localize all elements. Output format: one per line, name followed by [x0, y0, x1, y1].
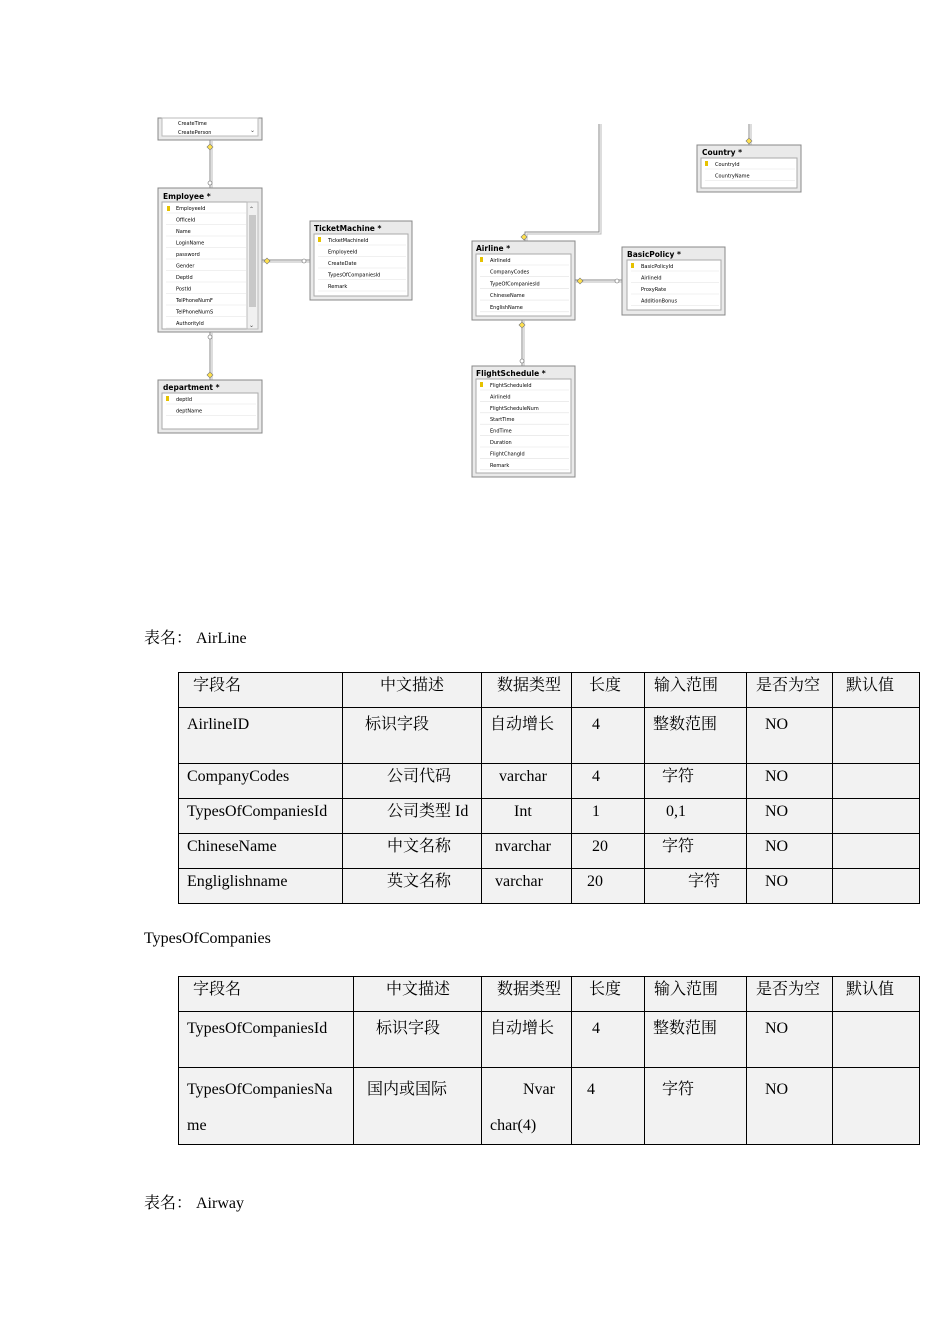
many-connector-icon [208, 181, 212, 185]
table-cell: 标识字段 [354, 1012, 482, 1068]
key-icon [705, 161, 708, 166]
table-cell: 字符 [645, 869, 747, 904]
key-icon [631, 263, 634, 268]
table-cell [482, 1068, 572, 1145]
cell-line: me [187, 1117, 207, 1134]
table-cell [833, 764, 920, 799]
table-cell [833, 1068, 920, 1145]
erd-field: StartTime [490, 417, 515, 424]
table-row [179, 764, 920, 799]
table-row [179, 1068, 920, 1145]
erd-field: CountryName [715, 173, 750, 180]
header-cell: 中文描述 [354, 977, 482, 1012]
entity-title: department * [163, 383, 220, 392]
table-cell [833, 799, 920, 834]
table-cell: 字符 [645, 764, 747, 799]
table-cell: NO [747, 869, 833, 904]
table-cell: 字符 [645, 834, 747, 869]
header-cell: 默认值 [833, 977, 920, 1012]
table-cell: 20 [572, 869, 645, 904]
erd-field: CountryId [715, 162, 740, 168]
table-cell: 4 [572, 764, 645, 799]
header-cell: 长度 [572, 673, 645, 708]
table-cell: 中文名称 [343, 834, 482, 869]
table-cell: 自动增长 [482, 1012, 572, 1068]
table-cell: NO [747, 834, 833, 869]
table-cell: 0,1 [645, 799, 747, 834]
er-diagram [0, 0, 950, 500]
table-row [179, 799, 920, 834]
erd-field: TypeOfCompaniesId [490, 281, 540, 288]
table-cell: 20 [572, 834, 645, 869]
key-connector-icon [521, 234, 527, 240]
table-row [179, 708, 920, 764]
entity-title: TicketMachine * [314, 224, 382, 233]
erd-field: EndTime [490, 428, 512, 435]
erd-field: Remark [328, 284, 348, 290]
key-icon [166, 396, 169, 401]
entity-airline [472, 241, 575, 320]
caption-types-of-companies: TypesOfCompanies [144, 930, 271, 947]
table-cell: varchar [482, 869, 572, 904]
erd-field: TicketMachineId [328, 238, 369, 244]
header-cell: 输入范围 [645, 977, 747, 1012]
table-header-row [179, 977, 920, 1012]
table-cell [179, 1068, 354, 1145]
header-cell: 是否为空 [747, 977, 833, 1012]
erd-field: Name [176, 229, 191, 235]
entity-title: FlightSchedule * [476, 369, 546, 378]
key-icon [167, 206, 170, 211]
header-cell: 字段名 [179, 673, 343, 708]
erd-field: TypesOfCompaniesId [328, 272, 381, 279]
header-cell: 数据类型 [482, 673, 572, 708]
chevron-down-icon[interactable]: ⌄ [249, 323, 255, 329]
table-row [179, 834, 920, 869]
table-cell: TypesOfCompaniesId [179, 1012, 354, 1068]
erd-field: FlightScheduleNum [490, 405, 539, 412]
caption-airline: 表名： AirLine [144, 630, 247, 647]
table-cell: 1 [572, 799, 645, 834]
erd-field: Gender [176, 263, 195, 270]
erd-field: AirlineId [490, 394, 511, 401]
entity-top-partial [158, 118, 262, 140]
erd-field: AuthorityId [176, 321, 204, 327]
entity-title: Employee * [163, 192, 211, 201]
erd-field: deptId [176, 397, 193, 403]
erd-field: TelPhoneNumF [176, 298, 213, 304]
table-cell: AirlineID [179, 708, 343, 764]
erd-field: EmployeeId [176, 206, 206, 212]
caption-airway: 表名： Airway [144, 1195, 244, 1212]
erd-field: CreateDate [328, 261, 357, 267]
header-cell: 是否为空 [747, 673, 833, 708]
table-cell: NO [747, 799, 833, 834]
types-of-companies-table [178, 976, 920, 1145]
table-cell: CompanyCodes [179, 764, 343, 799]
table-cell: TypesOfCompaniesId [179, 799, 343, 834]
table-cell: 英文名称 [343, 869, 482, 904]
erd-field: ProxyRate [641, 287, 667, 293]
table-cell: 自动增长 [482, 708, 572, 764]
table-cell: 字符 [645, 1068, 747, 1145]
cell-line: Nvar [523, 1081, 555, 1098]
header-cell: 输入范围 [645, 673, 747, 708]
table-row [179, 1012, 920, 1068]
erd-field: CreatePerson [178, 130, 212, 136]
entity-title: Airline * [476, 244, 511, 253]
erd-field: EmployeeId [328, 249, 358, 256]
key-connector-icon [264, 258, 270, 264]
table-cell: 4 [572, 708, 645, 764]
erd-field: TelPhoneNumS [176, 309, 214, 316]
table-cell: 标识字段 [343, 708, 482, 764]
erd-field: CompanyCodes [490, 269, 530, 276]
table-cell: nvarchar [482, 834, 572, 869]
table-cell: 国内或国际 [354, 1068, 482, 1145]
cell-line: TypesOfCompaniesNa [187, 1081, 333, 1098]
erd-field: PostId [176, 286, 192, 293]
header-cell: 数据类型 [482, 977, 572, 1012]
entity-title: BasicPolicy * [627, 250, 681, 259]
table-cell: NO [747, 1068, 833, 1145]
scrollbar-thumb[interactable] [249, 215, 256, 307]
chevron-up-icon[interactable]: ⌃ [249, 207, 255, 213]
table-cell [833, 1012, 920, 1068]
table-cell: ChineseName [179, 834, 343, 869]
header-cell: 长度 [572, 977, 645, 1012]
key-icon [480, 257, 483, 262]
erd-field: BasicPolicyId [641, 264, 674, 270]
table-cell [833, 869, 920, 904]
table-cell: 公司类型 Id [343, 799, 482, 834]
entity-ticketmachine [310, 221, 412, 300]
table-cell: Int [482, 799, 572, 834]
key-icon [480, 382, 483, 387]
table-cell: 4 [572, 1012, 645, 1068]
table-cell [833, 834, 920, 869]
table-header-row [179, 673, 920, 708]
erd-field: LoginName [176, 240, 205, 247]
erd-field: FlightScheduleId [490, 383, 532, 389]
erd-field: password [176, 252, 200, 258]
many-connector-icon [520, 359, 524, 363]
chevron-down-icon: ⌄ [250, 128, 256, 134]
erd-field: OfficeId [176, 217, 196, 224]
table-cell: 4 [572, 1068, 645, 1145]
erd-field: EnglishName [490, 304, 523, 311]
erd-field: Duration [490, 440, 512, 446]
entity-flightschedule [472, 366, 575, 477]
erd-field: Remark [490, 462, 510, 469]
table-cell: Engliglishname [179, 869, 343, 904]
table-cell: varchar [482, 764, 572, 799]
many-connector-icon [208, 335, 212, 339]
entity-country [697, 145, 801, 192]
airline-table [178, 672, 920, 904]
table-cell: 整数范围 [645, 708, 747, 764]
table-cell: 公司代码 [343, 764, 482, 799]
key-icon [318, 237, 321, 242]
entity-basicpolicy [622, 247, 725, 315]
table-cell: NO [747, 764, 833, 799]
key-connector-icon [577, 278, 583, 284]
entity-title: Country * [702, 148, 743, 157]
table-row [179, 869, 920, 904]
header-cell: 字段名 [179, 977, 354, 1012]
header-cell: 中文描述 [343, 673, 482, 708]
table-cell: NO [747, 1012, 833, 1068]
entity-department [158, 380, 262, 433]
erd-field: ChineseName [490, 293, 525, 300]
many-connector-icon [615, 279, 619, 283]
table-cell: NO [747, 708, 833, 764]
erd-field: deptName [176, 408, 203, 415]
erd-field: AirlineId [641, 275, 662, 282]
many-connector-icon [302, 259, 306, 263]
entity-employee [158, 188, 262, 332]
erd-field: FlightChangId [490, 451, 525, 458]
header-cell: 默认值 [833, 673, 920, 708]
erd-field: CreateTime [178, 121, 207, 127]
erd-field: AirlineId [490, 258, 511, 264]
cell-line: char(4) [490, 1117, 537, 1134]
erd-field: DeptId [176, 275, 193, 281]
table-cell [833, 708, 920, 764]
erd-field: AdditionBonus [641, 298, 678, 305]
table-cell: 整数范围 [645, 1012, 747, 1068]
